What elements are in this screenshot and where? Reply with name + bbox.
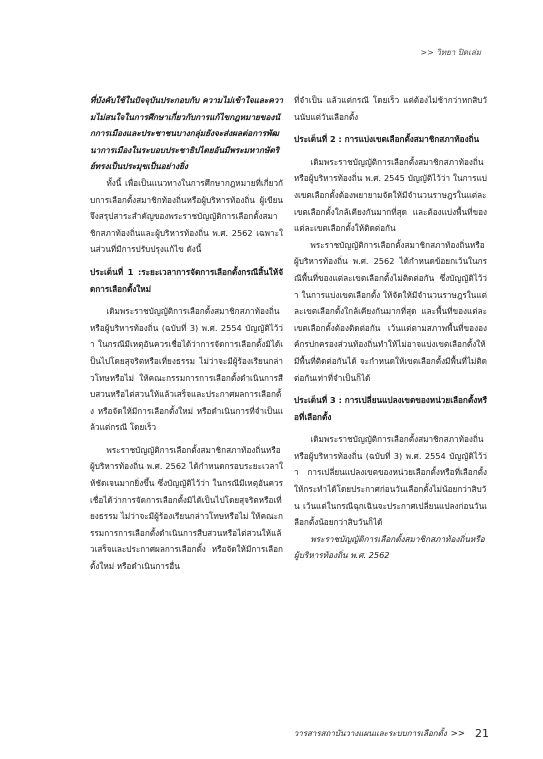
journal-name: วารสารสถาบันวางแผนและระบบการเลือกตั้ง: [293, 729, 447, 738]
body-paragraph: เดิมพระราชบัญญัติการเลือกตั้งสมาชิกสภาท้องถิ่นหรือผู้บริหารท้องถิ่น (ฉบับที่ 3) พ.ศ. 2554 บัญญัติไว้ว่า การเปลี่ยนแปลงเขตของหน่วยเลือกตั้งหรือที่เลือกตั้ง ให้กระทำได้โดยประกาศก่อนวันเลือกตั้งไม่น้อยกว่าสิบวัน เว้นแต่ในกรณีฉุกเฉินจะประกาศเปลี่ยนแปลงก่อนวันเลือกตั้งน้อยกว่าสิบวันก็ได้: [294, 434, 487, 528]
header-section-name: วิทยา ปิดเล่ม: [436, 48, 481, 57]
body-paragraph: ทั้งนี้ เพื่อเป็นแนวทางในการศึกษากฎหมายที่เกี่ยวกับการเลือกตั้งสมาชิกท้องถิ่นหรือผู้บริหารท้องถิ่น ผู้เขียนจึงสรุปสาระสำคัญของพระราชบัญญัติการเลือกตั้งสมาชิกสภาท้องถิ่นและผู้บริหารท้องถิ่น พ.ศ. 2562 เฉพาะในส่วนที่มีการปรับปรุงแก้ไข ดังนี้: [90, 177, 283, 255]
body-paragraph: เดิมพระราชบัญญัติการเลือกตั้งสมาชิกสภาท้องถิ่นหรือผู้บริหารท้องถิ่น พ.ศ. 2545 บัญญัติไว้ว่า ในการแบ่งเขตเลือกตั้งต้องพยายามจัดให้มีจำนวนราษฎรในแต่ละเขตเลือกตั้งใกล้เคียงกันมากที่สุด และต้องแบ่งพื้นที่ของแต่ละเขตเลือกตั้งให้ติดต่อกัน: [294, 156, 487, 234]
section-heading-3: ประเด็นที่ 3 : การเปลี่ยนแปลงเขตของหน่วยเลือกตั้งหรือที่เลือกตั้ง: [294, 395, 487, 422]
body-paragraph: พระราชบัญญัติการเลือกตั้งสมาชิกสภาท้องถิ่นหรือผู้บริหารท้องถิ่น พ.ศ. 2562 ได้กำหนดข้อยกเว้นในกรณีพื้นที่ของแต่ละเขตเลือกตั้งไม่ติดต่อกัน ซึ่งบัญญัติไว้ว่า ในการแบ่งเขตเลือกตั้ง ให้จัดให้มีจำนวนราษฎรในแต่ละเขตเลือกตั้งใกล้เคียงกันมากที่สุด และพื้นที่ของแต่ละเขตเลือกตั้งต้องติดต่อกัน เว้นแต่ตามสภาพพื้นที่ขององค์กรปกครองส่วนท้องถิ่นทำให้ไม่อาจแบ่งเขตเลือกตั้งให้มีพื้นที่ติดต่อกันได้ จะกำหนดให้เขตเลือกตั้งมีพื้นที่ไม่ติดต่อกันเท่าที่จำเป็นก็ได้: [294, 239, 487, 383]
left-column: [90, 92, 283, 575]
page-footer: [294, 727, 489, 740]
body-paragraph: เดิมพระราชบัญญัติการเลือกตั้งสมาชิกสภาท้องถิ่นหรือผู้บริหารท้องถิ่น (ฉบับที่ 3) พ.ศ. 2554 บัญญัติไว้ว่า ในกรณีมีเหตุอันควรเชื่อได้ว่าการจัดการเลือกตั้งมิได้เป็นไปโดยสุจริตหรือเที่ยงธรรม ไม่ว่าจะมีผู้ร้องเรียนกล่าวโทษหรือไม่ ให้คณะกรรมการการเลือกตั้งดำเนินการสืบสวนหรือไต่สวนให้แล้วเสร็จและประกาศผลการเลือกตั้ง หรือจัดให้มีการเลือกตั้งใหม่ หรือดำเนินการที่จำเป็นแล้วแต่กรณี โดยเร็ว: [90, 306, 283, 433]
header-arrows: >>: [420, 48, 434, 57]
section-heading-2: ประเด็นที่ 2 : การแบ่งเขตเลือกตั้งสมาชิกสภาท้องถิ่น: [294, 134, 480, 145]
body-paragraph: ที่จำเป็น แล้วแต่กรณี โดยเร็ว แต่ต้องไม่ช้ากว่าหกสิบวันนับแต่วันเลือกตั้ง: [294, 95, 487, 122]
page-number: 21: [475, 727, 489, 740]
quoted-paragraph: พระราชบัญญัติการเลือกตั้งสมาชิกสภาท้องถิ่นหรือผู้บริหารท้องถิ่น พ.ศ. 2562: [294, 533, 485, 561]
intro-paragraph: ที่บังคับใช้ในปัจจุบันประกอบกับ ความไม่เข้าใจและความไม่สนใจในการศึกษาเกี่ยวกับการแก้ไขกฎหมายของนักการเมืองและประชาชนบางกลุ่มยังจะส่งผลต่อการพัฒนาการเมืองในระบอบประชาธิปไตยอันมีพระมหากษัตริย์ทรงเป็นประมุขเป็นอย่างยิ่ง: [90, 95, 283, 172]
section-heading-1: ประเด็นที่ 1 :ระยะเวลาการจัดการเลือกตั้งกรณีสิ้นให้จัดการเลือกตั้งใหม่: [90, 266, 283, 294]
body-paragraph: พระราชบัญญัติการเลือกตั้งสมาชิกสภาท้องถิ่นหรือผู้บริหารท้องถิ่น พ.ศ. 2562 ได้กำหนดกรอบระยะเวลาให้ชัดเจนมากยิ่งขึ้น ซึ่งบัญญัติไว้ว่า ในกรณีมีเหตุอันควรเชื่อได้ว่าการจัดการเลือกตั้งมิได้เป็นไปโดยสุจริตหรือเที่ยงธรรม ไม่ว่าจะมีผู้ร้องเรียนกล่าวโทษหรือไม่ ให้คณะกรรมการการเลือกตั้งดำเนินการสืบสวนหรือไต่สวนให้แล้วเสร็จและประกาศผลการเลือกตั้ง หรือจัดให้มีการเลือกตั้งใหม่ หรือดำเนินการอื่น: [90, 444, 283, 572]
footer-arrows: >>: [450, 728, 465, 739]
running-header: [420, 46, 481, 59]
right-column: [294, 92, 487, 564]
